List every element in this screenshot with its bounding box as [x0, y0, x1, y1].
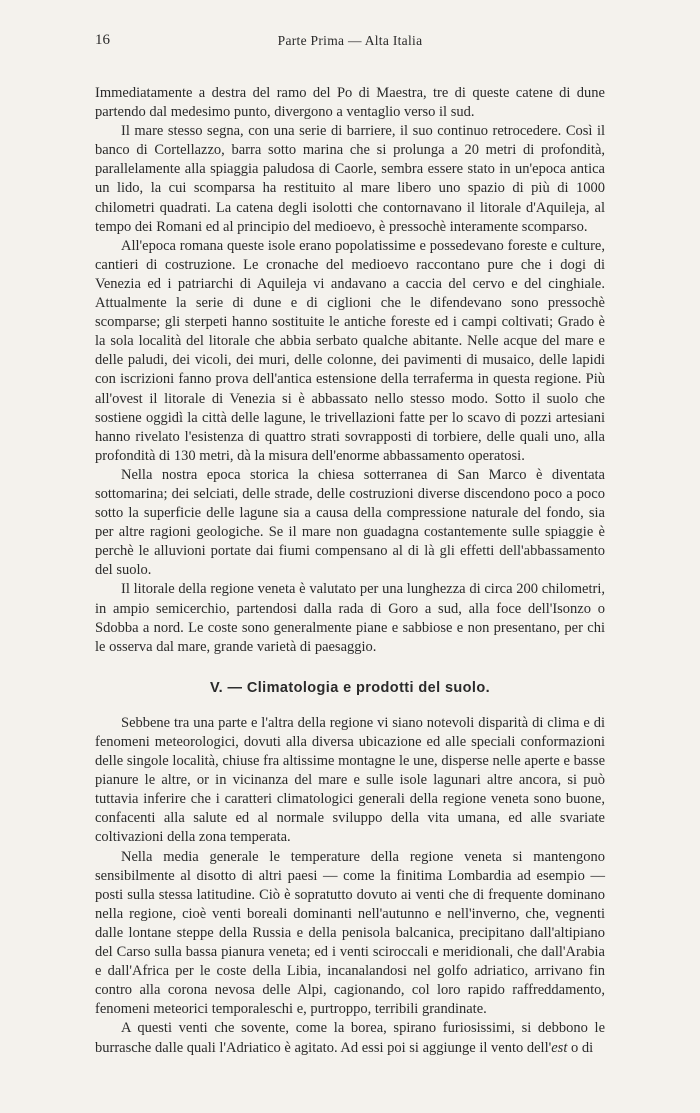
- body-text: [95, 84, 605, 1058]
- italic-word: est: [551, 1039, 568, 1056]
- page-number: 16: [95, 32, 110, 48]
- paragraph: Immediatamente a destra del ramo del Po di Maestra, tre di queste catene di dune partendo dal medesimo punto, divergono a ventaglio verso il sud.: [95, 85, 605, 121]
- running-title: Parte Prima — Alta Italia: [277, 33, 423, 48]
- paragraph-text: A questi venti che sovente, come la borea, spirano furiosissimi, si debbono le burrasche dalle quali l'Adriatico è agitato. Ad essi poi si aggiunge il vento dell': [95, 1020, 605, 1056]
- paragraph: Sebbene tra una parte e l'altra della regione vi siano notevoli disparità di clima e di fenomeni meteorologici, dovuti alla diversa ubicazione ed alle speciali conformazioni delle singole località, chiuse fra altissime montagne le une, disperse nelle aperte e basse pianure le altre, or in vicinanza del mare e sulle isole lagunari altre ancora, si può tuttavia inferire che i caratteri climatologici generali della regione veneta sono buone, confacenti alla salute ed al normale sviluppo della vita umana, ed alle svariate coltivazioni della zona temperata.: [95, 714, 605, 846]
- paragraph-last: [95, 1019, 605, 1057]
- paragraph: Nella media generale le temperature della regione veneta si mantengono sensibilmente al disotto di altri paesi — come la finitima Lombardia ad esempio — posti sulla stessa latitudine. Ciò è sopratutto dovuto ai venti che di frequente dominano nella regione, cioè venti boreali dominanti nell'autunno e nell'inverno, che, vegnenti dalle lontane steppe della Russia e della penisola balcanica, precipitano dall'altipiano del Carso sulla bassa pianura veneta; ed i venti sciroccali e meridionali, che dall'Arabia e dall'Africa per le coste della Libia, incanalandosi nel golfo adriatico, arrivano fin contro alla corona nevosa delle Alpi, cagionando, col loro rapido raffreddamento, fenomeni meteorici temporaleschi e, purtroppo, terribili grandinate.: [95, 848, 605, 1018]
- paragraph: Il mare stesso segna, con una serie di barriere, il suo continuo retrocedere. Così il banco di Cortellazzo, barra sotto marina che si prolunga a 20 metri di profondità, parallelamente alla spiaggia paludosa di Caorle, sembra essere stato in un'epoca antica un lido, la cui scomparsa ha restituito al mare libero uno spazio di più di 1000 chilometri quadrati. La catena degli isolotti che contornavano il litorale d'Aquileja, al tempo dei Romani ed al principio del medioevo, è pressochè interamente scomparso.: [95, 123, 605, 235]
- section-heading: V. — Climatologia e prodotti del suolo.: [209, 679, 491, 696]
- paragraph-text: o di: [567, 1039, 594, 1056]
- running-head: [95, 32, 605, 54]
- paragraph: All'epoca romana queste isole erano popolatissime e possedevano foreste e culture, cantieri di costruzione. Le cronache del medioevo raccontano pure che i dogi di Venezia ed i patriarchi di Aquileja vi andavano a caccia del cervo e del cinghiale. Attualmente la serie di dune e di ciglioni che le difendevano sono pressochè scomparse; gli sterpeti hanno sostituite le antiche foreste ed i campi coltivati; Grado è la sola località del litorale che abbia serbato qualche abitante. Nelle acque del mare e delle paludi, dei vicoli, dei muri, delle colonne, dei pavimenti di musaico, delle lapidi con iscrizioni fanno prova dell'antica estensione della terraferma in questa regione. Più all'ovest il litorale di Venezia si è abbassato nello stesso modo. Sotto il suolo che sostiene oggidì la città delle lagune, le trivellazioni fatte per lo scavo di pozzi artesiani hanno rivelato l'esistenza di quattro strati sovrapposti di torbiere, delle quali uno, alla profondità di 130 metri, dà la misura dell'enorme abbassamento operatosi.: [95, 237, 605, 464]
- paragraph: Il litorale della regione veneta è valutato per una lunghezza di circa 200 chilometri, in ampio semicerchio, partendosi dalla rada di Goro a sud, alla foce dell'Isonzo o Sdobba a nord. Le coste sono generalmente piane e sabbiose e non presentano, per chi le osserva dal mare, grande varietà di paesaggio.: [95, 581, 605, 655]
- paragraph: Nella nostra epoca storica la chiesa sotterranea di San Marco è diventata sottomarina; dei selciati, delle strade, delle costruzioni diverse discendono poco a poco sotto la superficie delle lagune sia a causa della compressione naturale del fondo, sia per altre ragioni geologiche. Se il mare non guadagna costantemente sulle spiaggie è perchè le alluvioni portate dai fiumi compensano al di là gli effetti dell'abbassamento del suolo.: [95, 466, 605, 579]
